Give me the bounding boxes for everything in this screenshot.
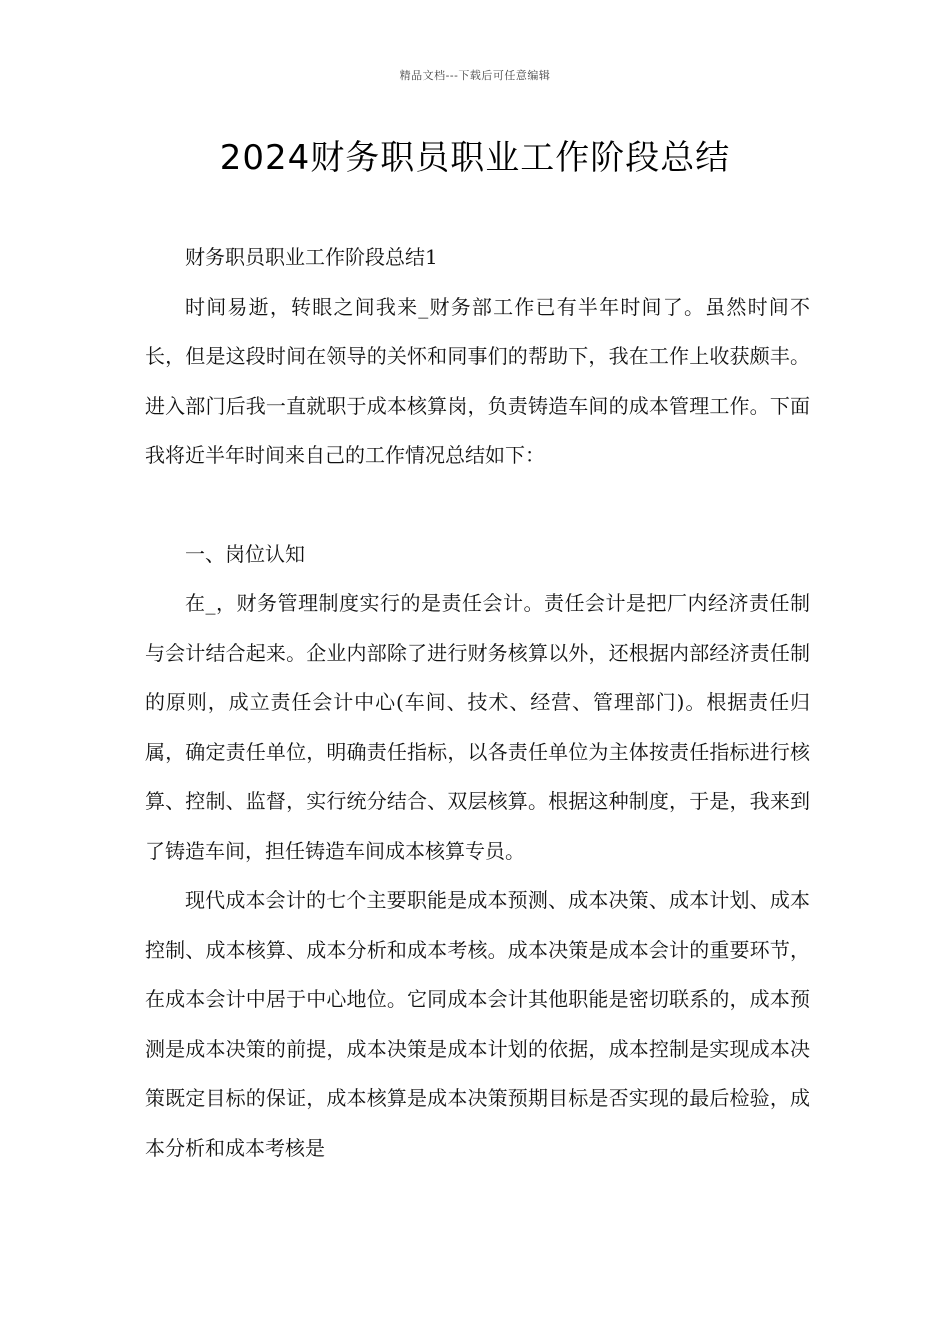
section-heading-job-awareness: 一、岗位认知 [185,541,305,566]
header-note: 精品文档---下载后可任意编辑 [399,69,551,82]
document-title: 2024财务职员职业工作阶段总结 [219,138,731,178]
paragraph-intro: 时间易逝，转眼之间我来_财务部工作已有半年时间了。虽然时间不长，但是这段时间在领导的关怀和同事们的帮助下，我在工作上收获颇丰。进入部门后我一直就职于成本核算岗，负责铸造车间的成本管理工作。下面我将近半年时间来自己的工作情况总结如下： [145,294,810,467]
document-body [145,233,810,1173]
section-heading: 财务职员职业工作阶段总结1 [185,245,438,269]
paragraph-responsibility-accounting: 在_，财务管理制度实行的是责任会计。责任会计是把厂内经济责任制与会计结合起来。企业内部除了进行财务核算以外，还根据内部经济责任制的原则，成立责任会计中心(车间、技术、经营、管理部门)。根据责任归属，确定责任单位，明确责任指标，以各责任单位为主体按责任指标进行核算、控制、监督，实行统分结合、双层核算。根据这种制度，于是，我来到了铸造车间，担任铸造车间成本核算专员。 [145,591,810,863]
paragraph-cost-accounting-functions: 现代成本会计的七个主要职能是成本预测、成本决策、成本计划、成本控制、成本核算、成本分析和成本考核。成本决策是成本会计的重要环节，在成本会计中居于中心地位。它同成本会计其他职能是密切联系的，成本预测是成本决策的前提，成本决策是成本计划的依据，成本控制是实现成本决策既定目标的保证，成本核算是成本决策预期目标是否实现的最后检验，成本分析和成本考核是 [145,888,810,1160]
